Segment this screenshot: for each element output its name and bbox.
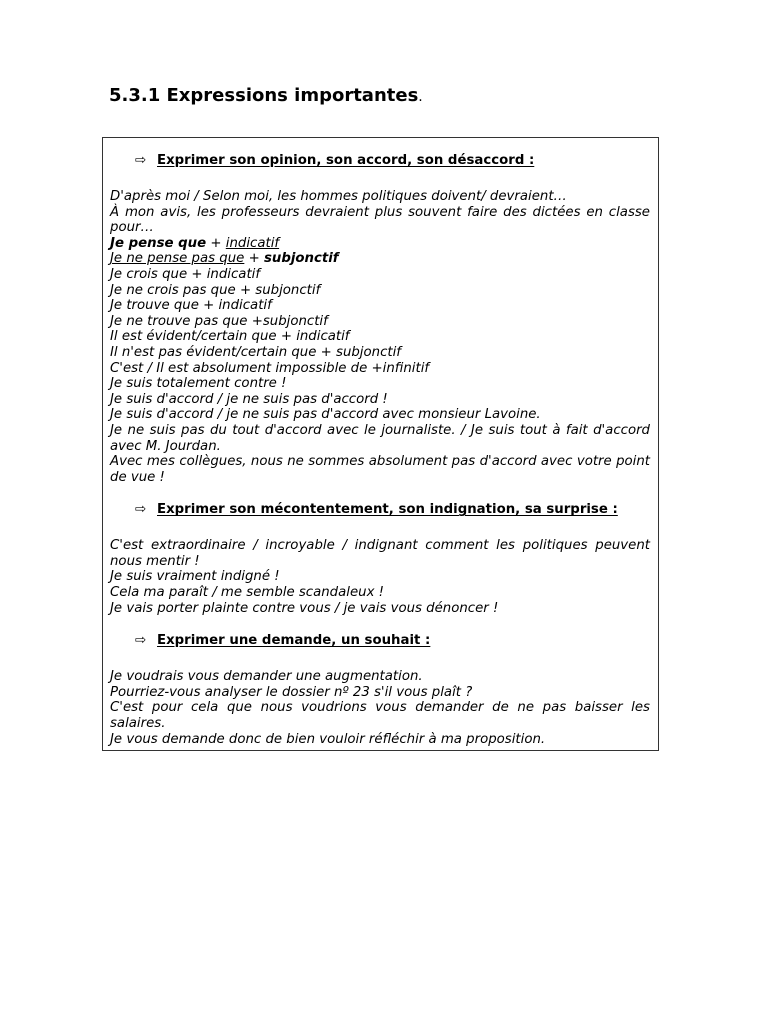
section-title-opinion bbox=[135, 152, 650, 170]
expression-line: Avec mes collègues, nous ne sommes absolument pas d'accord avec votre point de vue ! bbox=[110, 454, 650, 485]
expression-bold: subjonctif bbox=[263, 251, 339, 267]
expression-bold: Je pense que bbox=[110, 235, 207, 251]
expression-line: C'est extraordinaire / incroyable / indignant comment les politiques peuvent nous mentir ! bbox=[110, 538, 650, 569]
section-title-text: Exprimer une demande, un souhait : bbox=[157, 633, 431, 649]
expression-line: Je voudrais vous demander une augmentation. bbox=[110, 669, 423, 685]
arrow-right-icon: ⇨ bbox=[135, 502, 147, 518]
section-gap bbox=[110, 616, 650, 632]
expression-underlined: indicatif bbox=[225, 235, 280, 251]
heading-title: 5.3.1 Expressions importantes bbox=[109, 85, 419, 106]
expressions-box bbox=[102, 137, 659, 751]
plus-sign: + bbox=[244, 251, 264, 267]
section-title-discontent bbox=[135, 501, 650, 519]
expression-line: Il est évident/certain que + indicatif bbox=[110, 329, 350, 345]
plus-sign: + bbox=[206, 235, 226, 251]
section-title-request bbox=[135, 632, 650, 650]
expression-line: Je crois que + indicatif bbox=[110, 266, 261, 282]
section-gap bbox=[110, 485, 650, 501]
arrow-right-icon: ⇨ bbox=[135, 633, 147, 649]
expression-line: Je ne suis pas du tout d'accord avec le journaliste. / Je suis tout à fait d'accord avec M. Jourdan. bbox=[110, 422, 650, 454]
expression-line: Je vous demande donc de bien vouloir réfléchir à ma proposition. bbox=[110, 731, 546, 747]
expression-line: Pourriez-vous analyser le dossier nº 23 s'il vous plaît ? bbox=[110, 684, 473, 700]
expression-line: À mon avis, les professeurs devraient plus souvent faire des dictées en classe pour… bbox=[110, 204, 650, 236]
expression-line: D'après moi / Selon moi, les hommes politiques doivent/ devraient… bbox=[110, 189, 567, 204]
expression-line: Je suis d'accord / je ne suis pas d'accord avec monsieur Lavoine. bbox=[110, 407, 541, 423]
expression-line bbox=[110, 251, 650, 267]
expression-line: Il n'est pas évident/certain que + subjonctif bbox=[110, 344, 401, 360]
expression-line bbox=[110, 236, 650, 252]
expression-line: Je trouve que + indicatif bbox=[110, 298, 272, 314]
expression-line: C'est / Il est absolument impossible de +infinitif bbox=[110, 360, 430, 376]
arrow-right-icon: ⇨ bbox=[135, 153, 147, 168]
section-title-text: Exprimer son mécontentement, son indignation, sa surprise : bbox=[157, 502, 618, 518]
page-heading bbox=[109, 84, 423, 109]
section-title-text: Exprimer son opinion, son accord, son désaccord : bbox=[157, 153, 535, 168]
expression-line: Je suis d'accord / je ne suis pas d'accord ! bbox=[110, 391, 388, 407]
expression-line: Je suis vraiment indigné ! bbox=[110, 569, 280, 585]
expression-line: Cela ma paraît / me semble scandaleux ! bbox=[110, 585, 385, 601]
expression-line: Je ne trouve pas que +subjonctif bbox=[110, 313, 328, 329]
heading-dot: . bbox=[418, 89, 423, 105]
expression-line: Je vais porter plainte contre vous / je vais vous dénoncer ! bbox=[110, 600, 499, 616]
expression-line: Je suis totalement contre ! bbox=[110, 376, 287, 392]
expression-line: Je ne crois pas que + subjonctif bbox=[110, 282, 321, 298]
expression-line: C'est pour cela que nous voudrions vous demander de ne pas baisser les salaires. bbox=[110, 700, 650, 732]
expression-underlined: Je ne pense pas que bbox=[110, 251, 245, 267]
